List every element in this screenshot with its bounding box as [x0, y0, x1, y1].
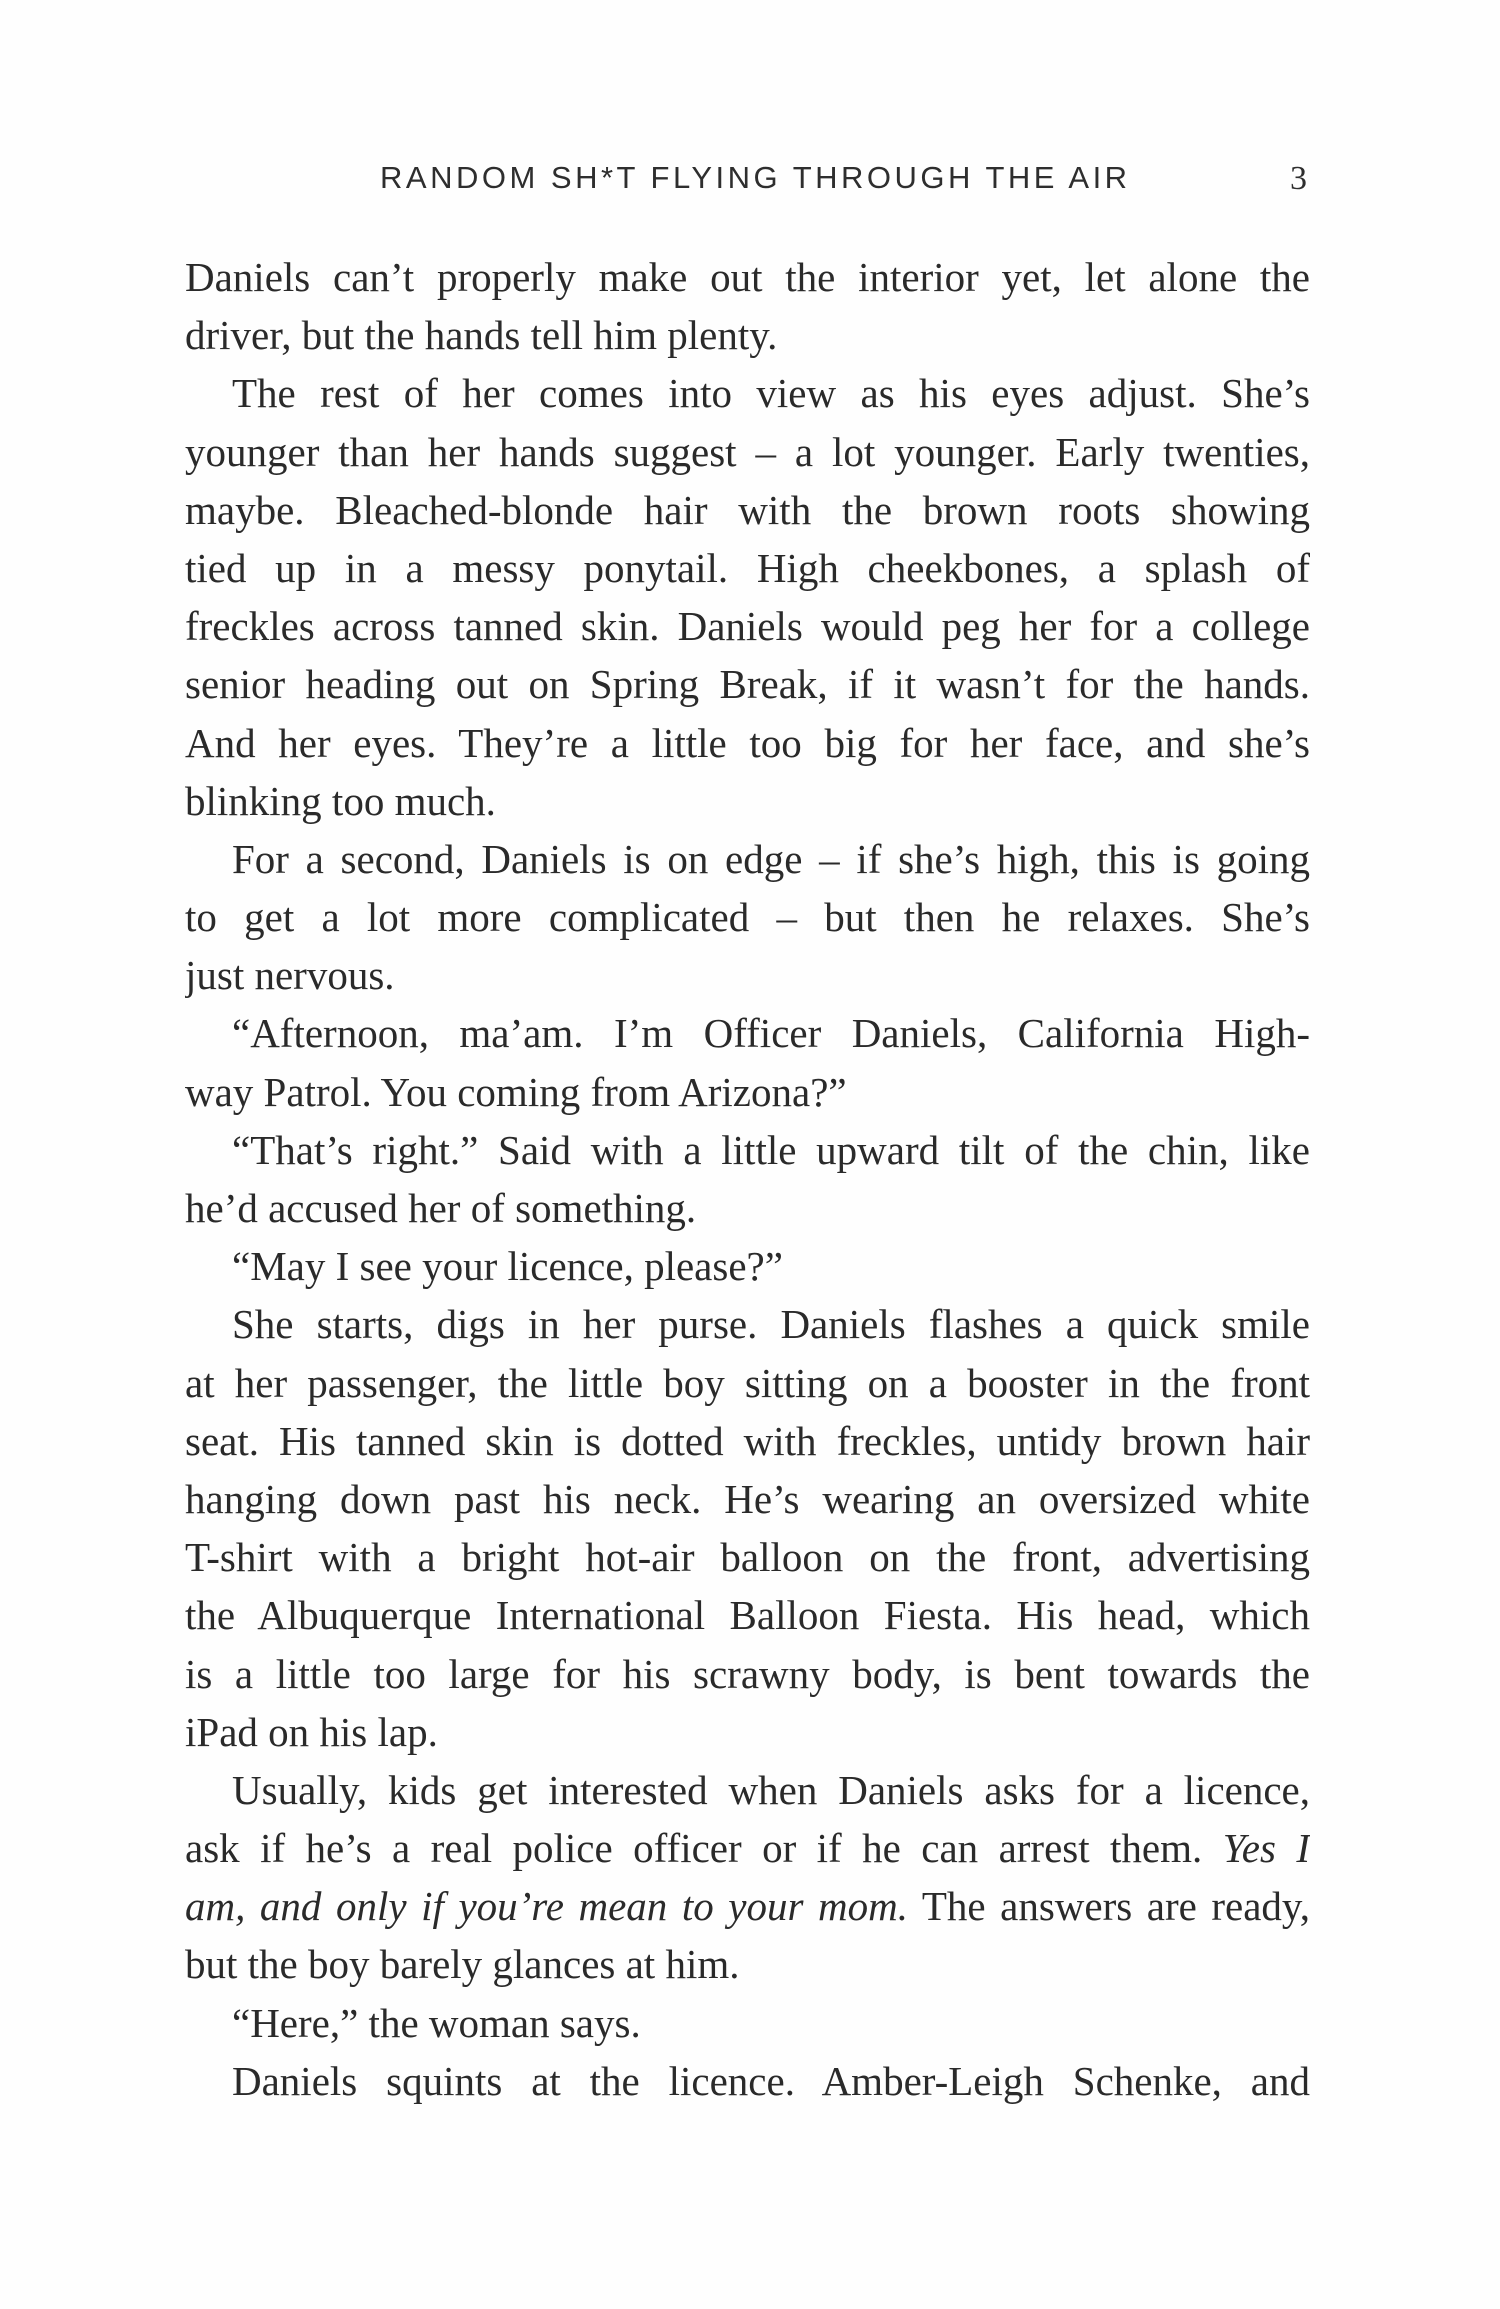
- text-run: blinking too much.: [185, 777, 496, 824]
- text-run: seat. His tanned skin is dotted with freckles, untidy brown hair: [185, 1417, 1310, 1464]
- text-run: For a second, Daniels is on edge – if she’s high, this is going: [232, 835, 1310, 882]
- text-run: at her passenger, the little boy sitting on a booster in the front: [185, 1359, 1310, 1406]
- text-run: Daniels can’t properly make out the interior yet, let alone the: [185, 254, 1310, 300]
- running-head: RANDOM SH*T FLYING THROUGH THE AIR: [380, 160, 1131, 195]
- text-line: [185, 364, 1310, 422]
- text-line: [185, 655, 1310, 713]
- text-line: [185, 830, 1310, 888]
- italic-text: am, and only if you’re mean to your mom.: [185, 1883, 908, 1930]
- text-run: driver, but the hands tell him plenty.: [185, 312, 778, 359]
- text-run: The rest of her comes into view as his eyes adjust. She’s: [232, 370, 1310, 417]
- text-line: [185, 714, 1310, 772]
- text-run: to get a lot more complicated – but then he relaxes. She’s: [185, 894, 1310, 941]
- text-line: [185, 946, 1310, 1004]
- text-run: Daniels squints at the licence. Amber-Leigh Schenke, and: [232, 2057, 1310, 2104]
- text-line: [185, 1470, 1310, 1528]
- text-line: [185, 1586, 1310, 1644]
- text-run: “That’s right.” Said with a little upward tilt of the chin, like: [232, 1126, 1310, 1173]
- text-run: “May I see your licence, please?”: [232, 1243, 783, 1290]
- text-line: [185, 1412, 1310, 1470]
- text-line: [185, 1354, 1310, 1412]
- text-line: [185, 1761, 1310, 1819]
- text-line: [185, 1063, 1310, 1121]
- text-run: The answers are ready,: [908, 1883, 1310, 1930]
- text-run: Usually, kids get interested when Daniels asks for a licence,: [232, 1766, 1310, 1813]
- text-run: ask if he’s a real police officer or if he can arrest them.: [185, 1825, 1223, 1872]
- text-line: [185, 772, 1310, 830]
- text-run: hanging down past his neck. He’s wearing an oversized white: [185, 1475, 1310, 1522]
- text-run: And her eyes. They’re a little too big for her face, and she’s: [185, 719, 1310, 766]
- text-line: [185, 1121, 1310, 1179]
- text-line: [185, 539, 1310, 597]
- text-run: T-shirt with a bright hot-air balloon on the front, advertising: [185, 1534, 1310, 1581]
- text-run: freckles across tanned skin. Daniels would peg her for a college: [185, 603, 1310, 650]
- text-line: [185, 1935, 1310, 1993]
- body-text: [185, 248, 1310, 2110]
- page-number: 3: [1290, 160, 1307, 197]
- text-run: She starts, digs in her purse. Daniels flashes a quick smile: [232, 1301, 1310, 1348]
- text-line: [185, 1703, 1310, 1761]
- text-line: [185, 1994, 1310, 2052]
- text-run: iPad on his lap.: [185, 1708, 438, 1755]
- text-run: “Here,” the woman says.: [232, 1999, 641, 2046]
- text-line: [185, 597, 1310, 655]
- text-run: just nervous.: [185, 952, 395, 999]
- text-run: younger than her hands suggest – a lot younger. Early twenties,: [185, 428, 1310, 475]
- text-run: way Patrol. You coming from Arizona?”: [185, 1068, 847, 1115]
- text-line: [185, 1877, 1310, 1935]
- text-run: is a little too large for his scrawny body, is bent towards the: [185, 1650, 1310, 1697]
- italic-text: Yes I: [1222, 1825, 1310, 1872]
- text-line: [185, 306, 1310, 364]
- text-line: [185, 888, 1310, 946]
- text-run: the Albuquerque International Balloon Fiesta. His head, which: [185, 1592, 1310, 1639]
- text-line: [185, 1237, 1310, 1295]
- text-line: [185, 1179, 1310, 1237]
- text-line: [185, 2052, 1310, 2110]
- text-line: [185, 248, 1310, 306]
- text-run: he’d accused her of something.: [185, 1185, 697, 1231]
- text-run: maybe. Bleached-blonde hair with the brown roots showing: [185, 486, 1310, 533]
- text-run: but the boy barely glances at him.: [185, 1941, 740, 1988]
- text-line: [185, 1295, 1310, 1353]
- text-line: [185, 423, 1310, 481]
- text-run: tied up in a messy ponytail. High cheekbones, a splash of: [185, 544, 1310, 591]
- text-line: [185, 1645, 1310, 1703]
- text-line: [185, 1819, 1310, 1877]
- text-line: [185, 1004, 1310, 1062]
- text-line: [185, 481, 1310, 539]
- text-line: [185, 1528, 1310, 1586]
- text-run: senior heading out on Spring Break, if it wasn’t for the hands.: [185, 661, 1310, 708]
- text-run: “Afternoon, ma’am. I’m Officer Daniels, California High-: [232, 1010, 1310, 1057]
